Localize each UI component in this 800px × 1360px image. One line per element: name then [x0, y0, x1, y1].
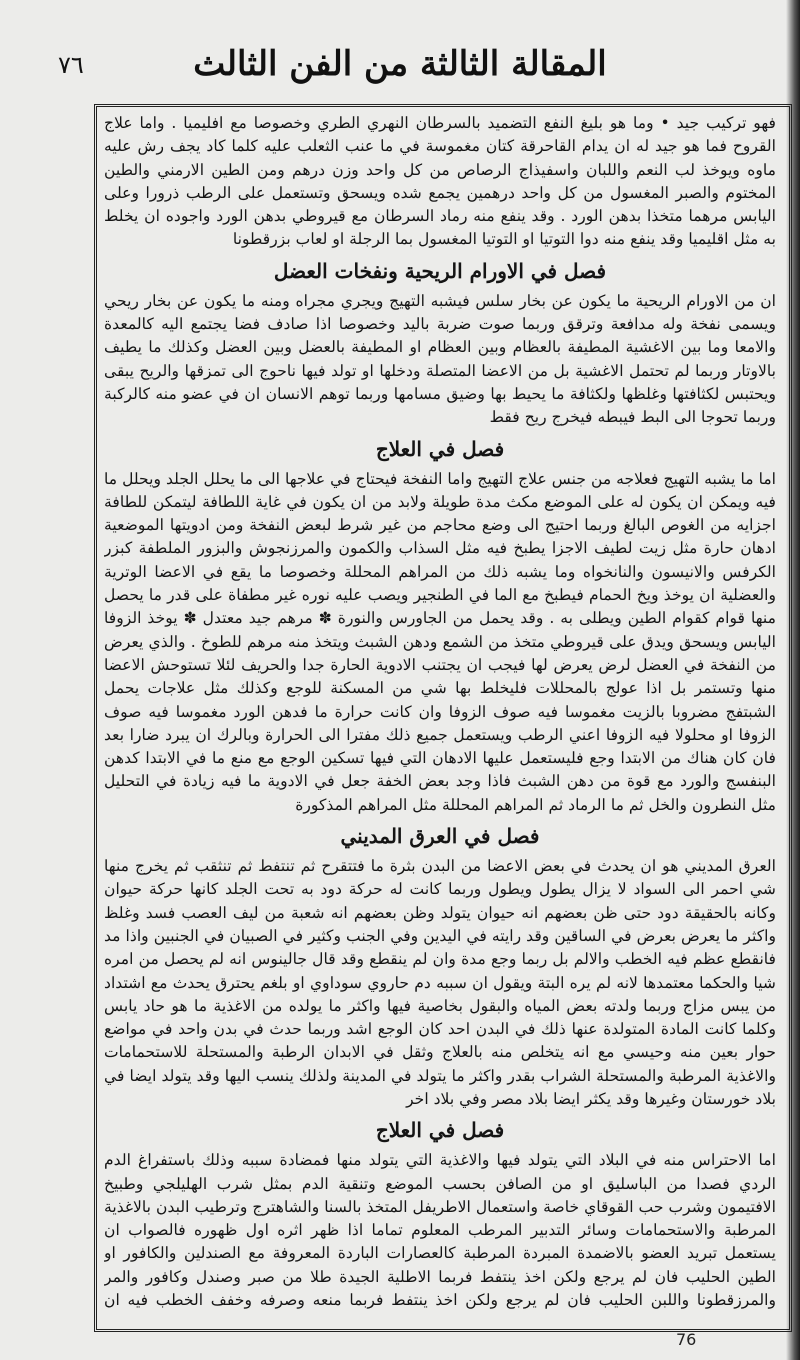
page-header [30, 38, 770, 90]
intro-paragraph: فهو تركيب جيد • وما هو بليغ النفع التضميد بالسرطان النهري الطري وخصوصا مع افليميا . واما علاج القروح فما هو جيد له ان يدام القاحرقة كتان مغموسة في ما عنب الثعلب عليه كلما كاد يجف رش عليه ماوه ويوخذ لب النعم واللبان واسفيذاج الرصاص من كل واحد وزن درهم ومن الطين الارمني والطين المختوم والصبر المغسول من كل واحد درهمين يجمع شده ويسحق وتستعمل على الرطب ذرورا وعلى اليابس مرهما متخذا بدهن الورد . وقد ينفع منه رماد السرطان مع قيروطي بدهن الورد واجوده ان يخلط به مثل اقليميا وقد ينفع منه دوا التوتيا او التوتيا المغسول بما الرجلة او لعاب بزرقطونا [104, 114, 776, 249]
section-heading-4: فصل في العلاج [375, 1118, 505, 1143]
section-paragraph-1: ان من الاورام الريحية ما يكون عن بخار سلس فيشبه التهيج ويجري مجراه ومنه ما يكون عن بخار ريحي ويسمى نفخة وله مدافعة وترقق وربما صوت ضربة باليد وخصوصا اذا صادف فضا يجتمع اليه كالمعدة والامعا وما بين الاغشية المطيفة بالعظام وبين العظام او المطيفة بالعضل وبين العضل وكذلك ما يطيف بالاوتار وربما لم تحتمل الاغشية بل من الاعضا المتصلة ودخلها او تولد فيها ناحوج الى تمزقها والريح يبقى ويحتبس لكثافتها وغلظها ولكثافة ما يحيط بها وضيق مسامها وربما توهم الانسان ان في عضو منه كالركبة وربما تحوجا الى البط فيبطه فيخرج ريح فقط [104, 291, 776, 427]
section-heading-3: فصل في العرق المديني [340, 824, 540, 849]
section-paragraph-3: العرق المديني هو ان يحدث في بعض الاعضا من البدن بثرة ما فتتقرح ثم تنتفط ثم تنثقب ثم يخرج منها شي احمر الى السواد لا يزال يطول ويطول وربما كانت له حركة دود به تحت الجلد كانها حركة حيوان وكانه بالحقيقة دود حتى ظن بعضهم انه حيوان يتولد وظن بعضهم انه شعبة من ليف العصب فسد وغلظ واكثر ما يعرض بعرض في الساقين وقد رايته في اليدين وفي الجنب وكثير في الصبيان في الجنبين واذا مد فانقطع عظم فيه الخطب والالم بل ربما وجع مدة وان لم ينقطع وقد قال جالينوس انه لم يحصل من امره شيا والحكما معتمدها لانه لم يره البتة ويقول ان سببه دم حاروي سوداوي او بلغم يحترق يحدث مع اشتداد من يبس مزاج وربما ولدته بعض المياه والبقول بخاصية فيها واكثر ما يولده من الاغذية ما هو حاد يابس وكلما كانت المادة المتولدة عنها ذلك في البدن احد كان الوجع اشد وربما حدث في بدن واحد في مواضع حوار بعين منه وحيسي مع انه يتخلص منه بالعلاج وثقل في الابدان الرطبة والمستحلة للاستحمامات والاغذية المرطبة والمستحلة الشراب بقدر واكثر ما يتولد في المدينة ولذلك ينسب اليها وقد يتولد ايضا في بلاد خورستان وغيرها وقد يكثر ايضا بلاد مصر وفي بلاد اخر [104, 857, 776, 1108]
section-heading-2: فصل في العلاج [375, 436, 505, 461]
header-page-number: ٧٦ [58, 51, 84, 79]
section-heading-1: فصل في الاورام الريحية ونفخات العضل [273, 258, 607, 283]
text-body [104, 112, 776, 1312]
section-paragraph-4: اما الاحتراس منه في البلاد التي يتولد فيها والاغذية التي يتولد منها فمضادة سببه وذلك باستفراغ الدم الردي فصدا من الباسليق او من الصافن بحسب الموضع وتنقية الدم بمثل شرب الهليلجي وطبيخ الافتيمون وشرب حب القوقاي خاصة واستعمال الاطريفل المتخذ بالسنا والشاهترج وترطيب البدن بالاغذية المرطبة والاستحمامات وسائر التدبير المرطب المعلوم تماما اذا ظهر اثره اول ظهوره فالصواب ان يستعمل تبريد العضو بالاضمدة المبردة المرطبة كالعصارات الباردة المعروفة مع الصندلين والكافور او الطين الحليب فان لم يرجع ولكن اخذ ينتفط فربما الاطلية الجيدة طلا من صبر وصندل وكافور والمر والمرزقطونا واللبن الحليب فان لم يرجع ولكن اخذ ينتفط فربما منعه وصرفه وخفف الخطب فيه ان [104, 1151, 776, 1310]
footer-page-number: 76 [676, 1330, 697, 1349]
page-title: المقالة الثالثة من الفن الثالث [193, 44, 607, 84]
section-paragraph-2: اما ما يشبه التهيج فعلاجه من جنس علاج التهيج واما النفخة فيحتاج في علاجها الى ما يحلل الجلد ويحلل ما فيه ويمكن ان يكون له على الموضع مكث مدة طويلة ولابد من ان يكون في غاية اللطافة ليتمكن للطافة اجزايه من الغوص البالغ وربما احتيج الى وضع محاجم من غير شرط لبعض النفخة ومن ادويتها الموضعية ادهان حارة مثل زيت لطيف الاجزا يطبخ فيه مثل السذاب والكمون والمرزنجوش والبزور الملطفة كبزر الكرفس والانيسون والنانخواه وما يشبه ذلك من المراهم المحللة وخصوصا ما يقع في الاعضا الوترية والعضلية ان يوخذ ويخ الحمام فيطبخ مع الما في الطنجير ويصب عليه نوره غير مطفاة على قدر ما يحصل منها قوام كقوام الطين ويطلى به . وقد يحمل من الجاورس والنورة ✽ مرهم جيد معتدل ✽ يوخذ الزوفا اليابس ويسحق ويدق على قيروطي متخذ من الشمع ودهن الشبث ويتخذ منه مرهم للطوخ . والذي يعرض من النفخة في العضل لرض يعرض لها فيجب ان يجتنب الادوية الحارة جدا والحريف لئلا تستوحش الاعضا منها وتستمر بل اذا عولج بالمحللات فليخلط بها شي من المسكنة للوجع وكذلك مثل علاجات يحمل الشبتفج مضروبا بالزيت مغموسا فيه صوف الزوفا وان كانت حرارة ما فدهن الورد مغموسا فيه صوف الزوفا او محلولا فيه الزوفا اعني الرطب ويستعمل جميع ذلك مفترا الى الحرارة وبالرك ان يبرد ضارا بعد فان كان هناك من الابتدا وجع فليستعمل عليها الادهان التي فيها تسكين الوجع مع منع ما في الابتدا كدهن البنفسج والورد مع قوة من دهن الشبث فاذا وجد بعض الخفة جعل في الادوية ما فيه زيادة في التحليل مثل النطرون والخل ثم ما الرماد ثم المراهم المحللة مثل المراهم المذكورة [104, 469, 776, 814]
